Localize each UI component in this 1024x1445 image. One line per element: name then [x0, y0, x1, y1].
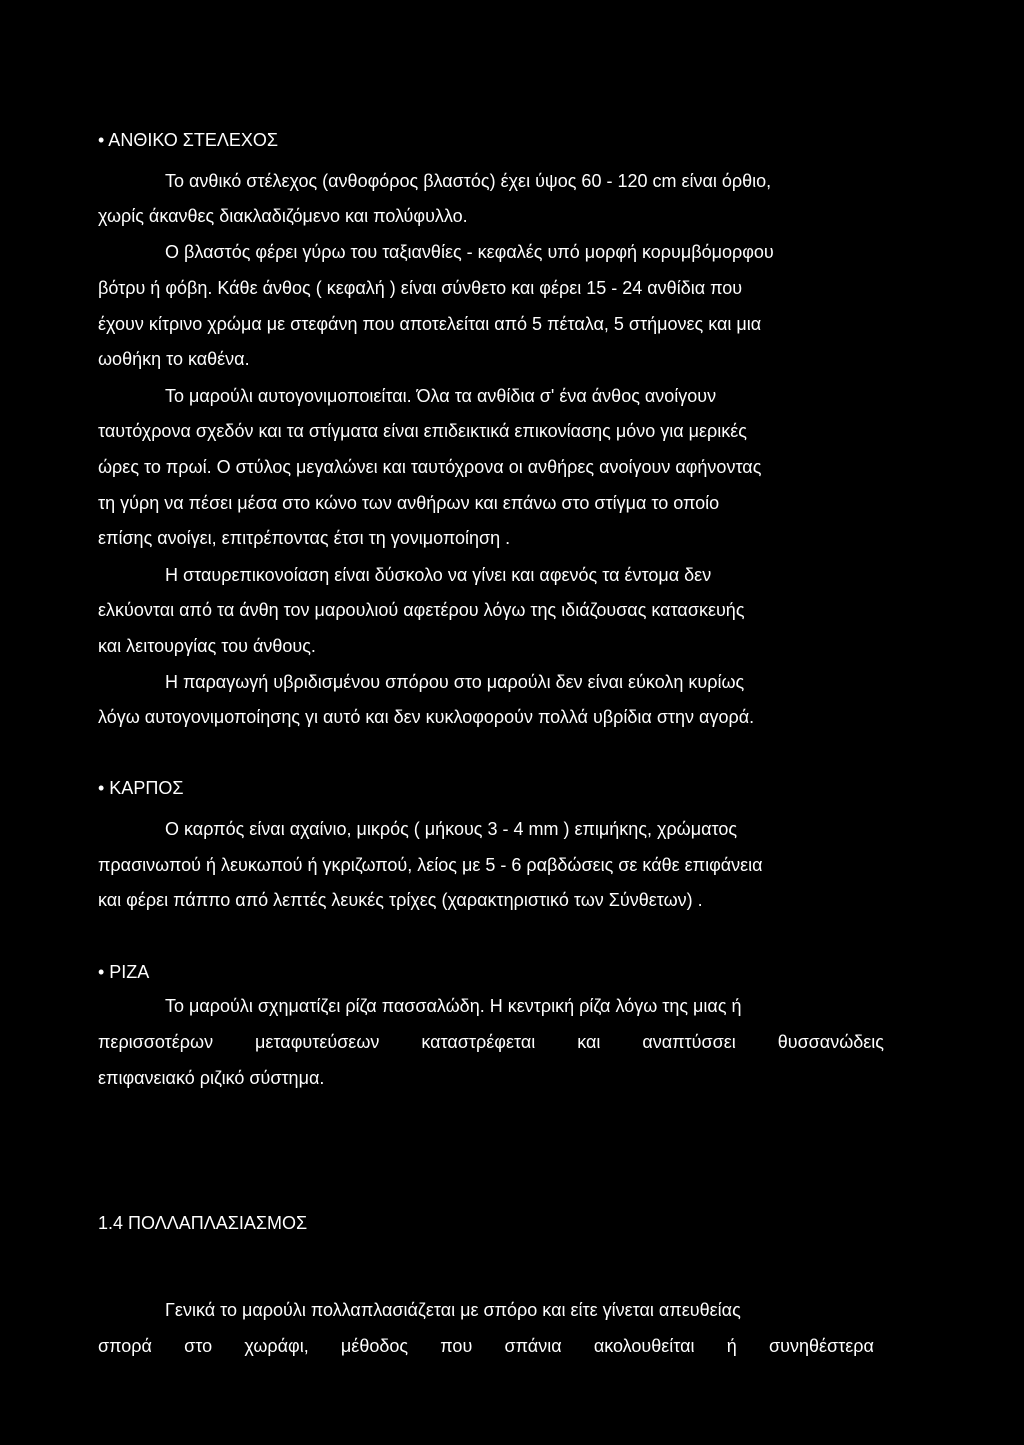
word: στο: [184, 1336, 213, 1356]
paragraph-line: χωρίς άκανθες διακλαδιζόμενο και πολύφυλλο.: [98, 206, 468, 226]
word: συνηθέστερα: [769, 1336, 874, 1356]
paragraph-line: έχουν κίτρινο χρώμα με στεφάνη που αποτελείται από 5 πέταλα, 5 στήμονες και μια: [98, 314, 762, 334]
paragraph-line: επίσης ανοίγει, επιτρέποντας έτσι τη γονιμοποίηση .: [98, 528, 511, 548]
word: και: [577, 1032, 601, 1052]
paragraph-line: λόγω αυτογονιμοποίησης γι αυτό και δεν κυκλοφορούν πολλά υβρίδια στην αγορά.: [98, 707, 755, 727]
word: σπάνια: [504, 1336, 562, 1356]
paragraph-line: Ο βλαστός φέρει γύρω του ταξιανθίες - κεφαλές υπό μορφή κορυμβόμορφου: [165, 242, 774, 262]
paragraph-line: Ο καρπός είναι αχαίνιο, μικρός ( μήκους 3 - 4 mm ) επιμήκης, χρώματος: [165, 819, 738, 839]
paragraph-line: Η σταυρεπικονοίαση είναι δύσκολο να γίνει και αφενός τα έντομα δεν: [165, 565, 712, 585]
word: περισσοτέρων: [98, 1032, 214, 1052]
word: ακολουθείται: [593, 1336, 695, 1356]
paragraph-line: Το μαρούλι σχηματίζει ρίζα πασσαλώδη. Η κεντρική ρίζα λόγω της μιας ή: [165, 996, 742, 1016]
section-heading-stem: • ΑΝΘΙΚΟ ΣΤΕΛΕΧΟΣ: [98, 130, 279, 150]
word: μεταφυτεύσεων: [255, 1032, 380, 1052]
word: χωράφι,: [244, 1336, 309, 1356]
paragraph-line: τη γύρη να πέσει μέσα στο κώνο των ανθήρων και επάνω στο στίγμα το οποίο: [98, 493, 720, 513]
paragraph-line: Το μαρούλι αυτογονιμοποιείται. Όλα τα ανθίδια σ' ένα άνθος ανοίγουν: [165, 386, 717, 406]
paragraph-line: βότρυ ή φόβη. Κάθε άνθος ( κεφαλή ) είναι σύνθετο και φέρει 15 - 24 ανθίδια που: [98, 278, 743, 298]
section-heading-propagation: 1.4 ΠΟΛΛΑΠΛΑΣΙΑΣΜΟΣ: [98, 1213, 308, 1233]
section-heading-root: • ΡΙΖΑ: [98, 962, 150, 982]
paragraph-line: ταυτόχρονα σχεδόν και τα στίγματα είναι επιδεικτικά επικονίασης μόνο για μερικές: [98, 421, 747, 441]
word: καταστρέφεται: [421, 1032, 536, 1052]
paragraph-line: Το ανθικό στέλεχος (ανθοφόρος βλαστός) έχει ύψος 60 - 120 cm είναι όρθιο,: [165, 171, 772, 191]
word: αναπτύσσει: [642, 1032, 736, 1052]
paragraph-line: πρασινωπού ή λευκωπού ή γκριζωπού, λείος με 5 - 6 ραβδώσεις σε κάθε επιφάνεια: [98, 855, 763, 875]
section-heading-fruit: • ΚΑΡΠΟΣ: [98, 778, 184, 798]
word: μέθοδος: [340, 1336, 409, 1356]
paragraph-line: και φέρει πάππο από λεπτές λευκές τρίχες (χαρακτηριστικό των Σύνθετων) .: [98, 890, 703, 910]
paragraph-line-justified: [98, 1335, 874, 1357]
paragraph-line: ελκύονται από τα άνθη τον μαρουλιού αφετέρου λόγω της ιδιάζουσας κατασκευής: [98, 600, 745, 620]
word: ή: [726, 1336, 737, 1356]
paragraph-line: Η παραγωγή υβριδισμένου σπόρου στο μαρούλι δεν είναι εύκολη κυρίως: [165, 672, 745, 692]
word: που: [440, 1336, 473, 1356]
paragraph-line-justified: [98, 1031, 884, 1053]
paragraph-line: επιφανειακό ριζικό σύστημα.: [98, 1068, 325, 1088]
paragraph-line: Γενικά το μαρούλι πολλαπλασιάζεται με σπόρο και είτε γίνεται απευθείας: [165, 1300, 741, 1320]
paragraph-line: και λειτουργίας του άνθους.: [98, 636, 316, 656]
paragraph-line: ωοθήκη το καθένα.: [98, 349, 250, 369]
paragraph-line: ώρες το πρωί. Ο στύλος μεγαλώνει και ταυτόχρονα οι ανθήρες ανοίγουν αφήνοντας: [98, 457, 762, 477]
word: σπορά: [98, 1336, 152, 1356]
word: θυσσανώδεις: [777, 1032, 884, 1052]
